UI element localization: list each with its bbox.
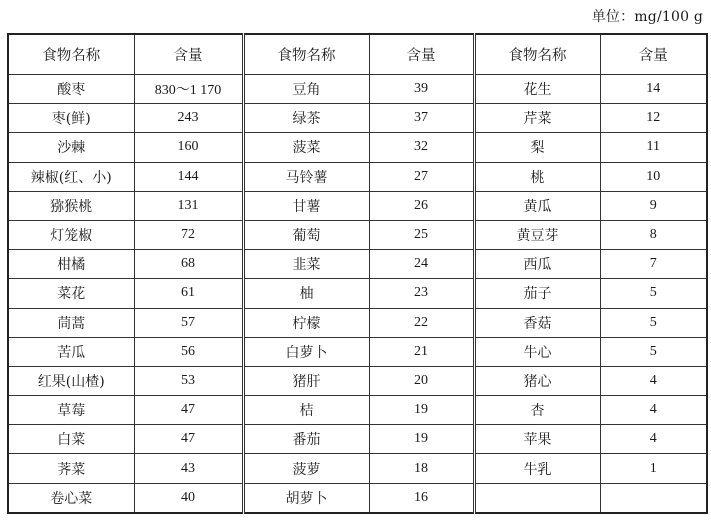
food-name-cell: 牛乳 [474, 454, 600, 483]
food-name-cell: 灯笼椒 [8, 220, 134, 249]
food-name-cell: 茼蒿 [8, 308, 134, 337]
content-value-cell: 4 [600, 396, 707, 425]
food-name-cell: 柚 [243, 279, 369, 308]
header-content-3: 含量 [600, 34, 707, 75]
header-row [8, 34, 707, 75]
content-value-cell: 57 [134, 308, 243, 337]
content-value-cell: 47 [134, 425, 243, 454]
content-value-cell: 14 [600, 75, 707, 104]
content-value-cell: 25 [369, 220, 474, 249]
header-food-name-2: 食物名称 [243, 34, 369, 75]
content-value-cell: 10 [600, 162, 707, 191]
content-value-cell: 68 [134, 250, 243, 279]
food-name-cell: 猪心 [474, 366, 600, 395]
table-row [8, 250, 707, 279]
table-row [8, 162, 707, 191]
content-value-cell: 56 [134, 337, 243, 366]
food-name-cell: 猪肝 [243, 366, 369, 395]
content-value-cell: 12 [600, 104, 707, 133]
content-value-cell: 20 [369, 366, 474, 395]
content-value-cell: 160 [134, 133, 243, 162]
food-name-cell: 韭菜 [243, 250, 369, 279]
food-name-cell: 芹菜 [474, 104, 600, 133]
content-value-cell: 131 [134, 191, 243, 220]
content-value-cell: 9 [600, 191, 707, 220]
header-food-name-1: 食物名称 [8, 34, 134, 75]
content-value-cell: 37 [369, 104, 474, 133]
food-name-cell: 黄瓜 [474, 191, 600, 220]
food-name-cell: 菜花 [8, 279, 134, 308]
food-name-cell: 白萝卜 [243, 337, 369, 366]
content-value-cell: 144 [134, 162, 243, 191]
food-name-cell: 甘薯 [243, 191, 369, 220]
content-value-cell: 5 [600, 279, 707, 308]
content-value-cell: 24 [369, 250, 474, 279]
food-name-cell: 菠菜 [243, 133, 369, 162]
content-value-cell: 26 [369, 191, 474, 220]
food-name-cell: 猕猴桃 [8, 191, 134, 220]
food-name-cell: 柠檬 [243, 308, 369, 337]
content-value-cell: 61 [134, 279, 243, 308]
table-row [8, 483, 707, 513]
content-value-cell: 23 [369, 279, 474, 308]
food-name-cell: 白菜 [8, 425, 134, 454]
food-name-cell: 菠萝 [243, 454, 369, 483]
food-name-cell: 梨 [474, 133, 600, 162]
food-name-cell: 桔 [243, 396, 369, 425]
food-name-cell: 西瓜 [474, 250, 600, 279]
food-name-cell: 红果(山楂) [8, 366, 134, 395]
food-name-cell: 香菇 [474, 308, 600, 337]
content-value-cell: 43 [134, 454, 243, 483]
food-name-cell: 黄豆芽 [474, 220, 600, 249]
food-name-cell: 马铃薯 [243, 162, 369, 191]
food-name-cell: 辣椒(红、小) [8, 162, 134, 191]
content-value-cell: 22 [369, 308, 474, 337]
content-value-cell: 5 [600, 337, 707, 366]
table-row [8, 308, 707, 337]
table-row [8, 75, 707, 104]
content-value-cell: 21 [369, 337, 474, 366]
content-value-cell: 47 [134, 396, 243, 425]
header-content-2: 含量 [369, 34, 474, 75]
content-value-cell: 18 [369, 454, 474, 483]
food-name-cell: 荠菜 [8, 454, 134, 483]
content-value-cell [600, 483, 707, 513]
content-value-cell: 243 [134, 104, 243, 133]
food-name-cell: 杏 [474, 396, 600, 425]
table-row [8, 279, 707, 308]
food-name-cell: 卷心菜 [8, 483, 134, 513]
table-row [8, 425, 707, 454]
food-name-cell: 草莓 [8, 396, 134, 425]
food-name-cell: 绿茶 [243, 104, 369, 133]
table-row [8, 133, 707, 162]
content-value-cell: 4 [600, 366, 707, 395]
food-name-cell: 沙棘 [8, 133, 134, 162]
header-food-name-3: 食物名称 [474, 34, 600, 75]
vitamin-c-content-table [7, 33, 708, 514]
food-name-cell [474, 483, 600, 513]
food-name-cell: 枣(鲜) [8, 104, 134, 133]
content-value-cell: 16 [369, 483, 474, 513]
food-name-cell: 酸枣 [8, 75, 134, 104]
food-name-cell: 苦瓜 [8, 337, 134, 366]
food-name-cell: 花生 [474, 75, 600, 104]
content-value-cell: 19 [369, 396, 474, 425]
table-row [8, 454, 707, 483]
food-name-cell: 茄子 [474, 279, 600, 308]
food-name-cell: 牛心 [474, 337, 600, 366]
content-value-cell: 40 [134, 483, 243, 513]
header-content-1: 含量 [134, 34, 243, 75]
table-row [8, 366, 707, 395]
content-value-cell: 72 [134, 220, 243, 249]
table-row [8, 396, 707, 425]
unit-note: 单位：mg/100 g [591, 9, 703, 25]
content-value-cell: 4 [600, 425, 707, 454]
content-value-cell: 27 [369, 162, 474, 191]
content-value-cell: 19 [369, 425, 474, 454]
content-value-cell: 11 [600, 133, 707, 162]
food-name-cell: 苹果 [474, 425, 600, 454]
table-row [8, 191, 707, 220]
table-row [8, 220, 707, 249]
content-value-cell: 7 [600, 250, 707, 279]
content-value-cell: 8 [600, 220, 707, 249]
content-value-cell: 32 [369, 133, 474, 162]
content-value-cell: 39 [369, 75, 474, 104]
table-container [7, 33, 706, 514]
table-row [8, 104, 707, 133]
content-value-cell: 830～1 170 [134, 75, 243, 104]
table-row [8, 337, 707, 366]
table-body [8, 75, 707, 513]
food-name-cell: 桃 [474, 162, 600, 191]
content-value-cell: 53 [134, 366, 243, 395]
food-name-cell: 葡萄 [243, 220, 369, 249]
food-name-cell: 番茄 [243, 425, 369, 454]
content-value-cell: 1 [600, 454, 707, 483]
food-name-cell: 柑橘 [8, 250, 134, 279]
food-name-cell: 胡萝卜 [243, 483, 369, 513]
content-value-cell: 5 [600, 308, 707, 337]
food-name-cell: 豆角 [243, 75, 369, 104]
